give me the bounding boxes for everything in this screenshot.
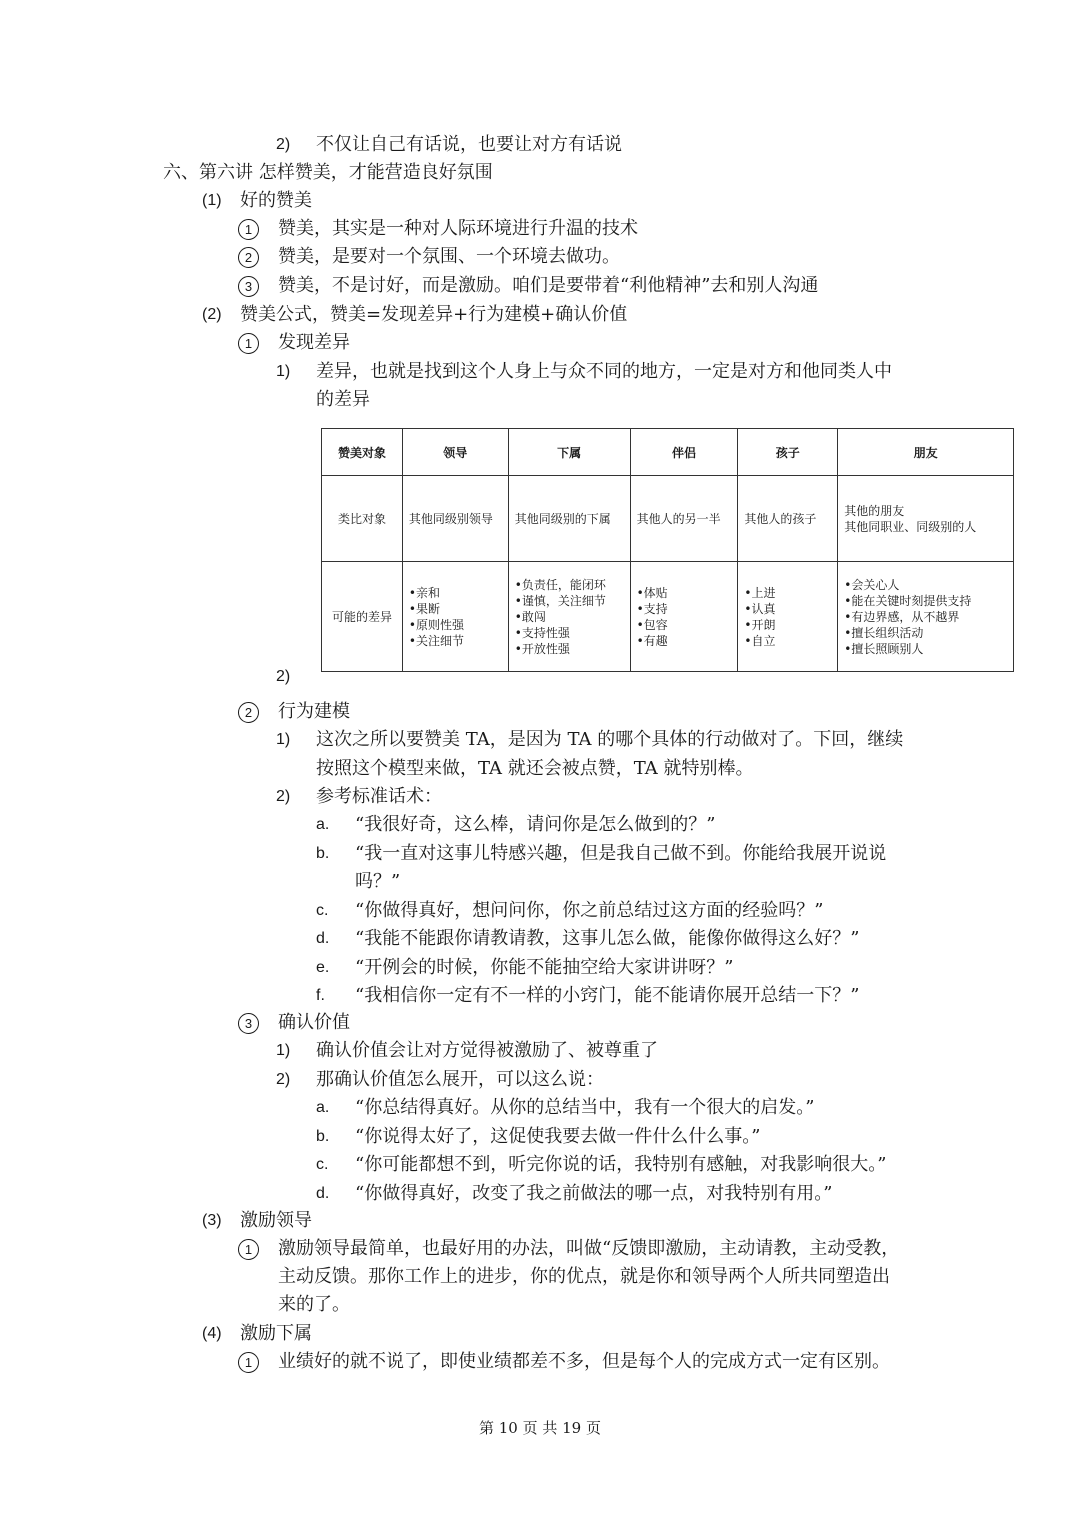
list-item-text: 激励领导最简单，也最好用的办法，叫做“反馈即激励，主动请教，主动受教， [278,1238,900,1259]
cell-line: •原则性强 [408,617,464,632]
quote-line: “你做得真好，想问问你，你之前总结过这方面的经验吗？” [355,900,824,921]
subsection-heading: 激励下属 [240,1323,312,1344]
cell-line: •谨慎，关注细节 [514,593,606,608]
cell-line: •有趣 [636,633,668,648]
cell-line: •认真 [744,601,776,616]
subsection-heading: 好的赞美 [240,190,312,211]
list-item-text: 赞美，是要对一个氛围、一个环境去做功。 [278,246,620,267]
list-item-text: 发现差异 [278,332,350,353]
list-item-text: 主动反馈。那你工作上的进步，你的优点，就是你和领导两个人所共同塑造出 [278,1266,890,1287]
list-marker: 1) [276,731,291,748]
page-footer: 第 10 页 共 19 页 [478,1419,601,1437]
list-item-text: 的差异 [316,389,370,410]
table-cell: 其他同级别领导 [402,476,508,562]
list-marker: d. [316,1185,330,1202]
list-marker: d. [316,930,330,947]
list-marker: c. [316,902,329,919]
table-header-cell: 朋友 [838,429,1014,476]
list-marker: (2) [202,306,222,323]
circled-number: 3 [238,276,259,297]
list-marker: a. [316,1099,330,1116]
comparison-table [321,428,1014,672]
quote-line: “你说得太好了，这促使我要去做一件什么什么事。” [355,1126,761,1147]
circled-number: 3 [238,1013,259,1034]
cell-line: •擅长组织活动 [844,625,924,640]
list-item-text: 那确认价值怎么展开，可以这么说： [316,1069,604,1090]
table-cell [838,562,1014,672]
table-cell [838,476,1014,562]
list-marker: (1) [202,192,222,209]
table-header-cell: 孩子 [738,429,838,476]
circled-number: 2 [238,247,259,268]
list-marker: (4) [202,1325,222,1342]
list-item-text: 赞美，其实是一种对人际环境进行升温的技术 [278,218,638,239]
cell-line: •亲和 [408,585,440,600]
list-marker: f. [316,987,325,1004]
list-marker: 1) [276,363,291,380]
quote-line: “你可能都想不到，听完你说的话，我特别有感触，对我影响很大。” [355,1154,887,1175]
quote-line: “你总结得真好。从你的总结当中，我有一个很大的启发。” [355,1097,815,1118]
circled-number: 1 [238,219,259,240]
list-marker: b. [316,845,330,862]
list-item-text: 赞美，不是讨好，而是激励。咱们是要带着“利他精神”去和别人沟通 [278,275,819,296]
cell-line: •支持性强 [514,625,570,640]
list-marker: 2) [276,788,291,805]
list-marker: e. [316,959,330,976]
quote-line: 吗？” [355,871,401,892]
cell-line: 其他的朋友 [844,503,905,518]
table-cell [402,562,508,672]
subsection-heading: 激励领导 [240,1210,312,1231]
list-item-text: 确认价值会让对方觉得被激励了、被尊重了 [316,1040,658,1061]
list-item-text: 不仅让自己有话说，也要让对方有话说 [316,134,622,155]
cell-line: •开放性强 [514,641,570,656]
list-marker: (3) [202,1212,222,1229]
list-item-text: 行为建模 [278,701,350,722]
list-marker: a. [316,816,330,833]
table-header-cell: 赞美对象 [322,429,403,476]
cell-line: •会关心人 [844,577,900,592]
list-marker: b. [316,1128,330,1145]
list-marker: 2) [276,668,291,685]
cell-line: •有边界感，从不越界 [844,609,960,624]
quote-line: “开例会的时候，你能不能抽空给大家讲讲呀？” [355,957,734,978]
section-heading: 六、第六讲 怎样赞美，才能营造良好氛围 [163,162,493,183]
cell-line: •擅长照顾别人 [844,641,924,656]
table-header-row [322,429,1014,476]
cell-line: •负责任，能闭环 [514,577,606,592]
circled-number: 1 [238,333,259,354]
cell-line: 其他同职业、同级别的人 [844,519,977,534]
list-item-text: 来的了。 [278,1294,350,1315]
cell-line: •体贴 [636,585,668,600]
table-row [322,476,1014,562]
cell-line: •开朗 [744,617,776,632]
list-item-text: 业绩好的就不说了，即使业绩都差不多，但是每个人的完成方式一定有区别。 [278,1351,890,1372]
list-marker: 1) [276,1042,291,1059]
quote-line: “你做得真好，改变了我之前做法的哪一点，对我特别有用。” [355,1183,833,1204]
table-header-cell: 领导 [402,429,508,476]
table-cell: 其他同级别的下属 [508,476,630,562]
cell-line: •能在关键时刻提供支持 [844,593,972,608]
table-cell: 其他人的另一半 [630,476,738,562]
cell-line: •支持 [636,601,668,616]
subsection-heading: 赞美公式，赞美=发现差异+行为建模+确认价值 [240,304,628,325]
cell-line: •上进 [744,585,776,600]
table-cell [508,562,630,672]
list-item-text: 按照这个模型来做，TA 就还会被点赞，TA 就特别棒。 [316,758,754,779]
quote-line: “我很好奇，这么棒，请问你是怎么做到的？” [355,814,716,835]
table-header-cell: 下属 [508,429,630,476]
table-cell: 其他人的孩子 [738,476,838,562]
list-marker: 2) [276,1071,291,1088]
table-row-label: 可能的差异 [322,562,403,672]
quote-line: “我相信你一定有不一样的小窍门，能不能请你展开总结一下？” [355,985,860,1006]
list-item-text: 确认价值 [278,1012,350,1033]
list-item-text: 参考标准话术： [316,786,442,807]
circled-number: 1 [238,1352,259,1373]
table-header-cell: 伴侣 [630,429,738,476]
cell-line: •敢闯 [514,609,546,624]
table-row-label: 类比对象 [322,476,403,562]
list-marker: c. [316,1156,329,1173]
list-item-text: 这次之所以要赞美 TA，是因为 TA 的哪个具体的行动做对了。下回，继续 [316,729,904,750]
circled-number: 1 [238,1239,259,1260]
quote-line: “我一直对这事儿特感兴趣，但是我自己做不到。你能给我展开说说 [355,843,887,864]
cell-line: •关注细节 [408,633,464,648]
cell-line: •包容 [636,617,668,632]
quote-line: “我能不能跟你请教请教，这事儿怎么做，能像你做得这么好？” [355,928,860,949]
list-marker: 2) [276,136,291,153]
table-cell [738,562,838,672]
circled-number: 2 [238,702,259,723]
table-cell [630,562,738,672]
cell-line: •自立 [744,633,776,648]
list-item-text: 差异，也就是找到这个人身上与众不同的地方，一定是对方和他同类人中 [316,361,892,382]
cell-line: •果断 [408,601,440,616]
table-row [322,562,1014,672]
